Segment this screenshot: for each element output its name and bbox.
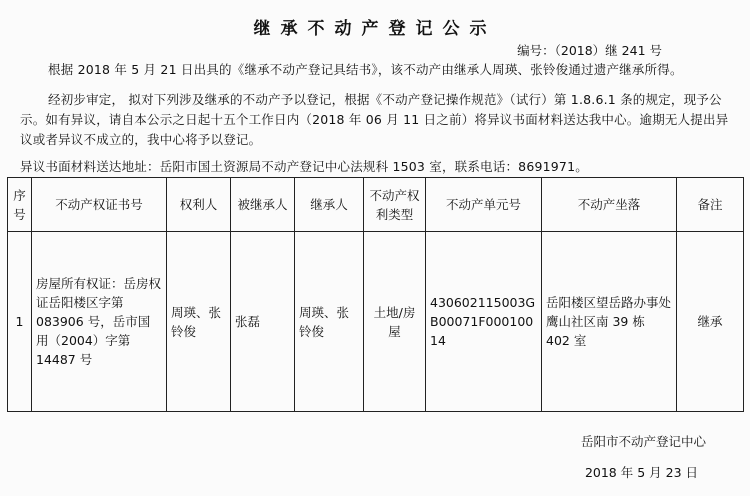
header-heirs: 继承人 <box>295 178 364 232</box>
cell-heirs: 周瑛、张铃俊 <box>295 232 364 412</box>
cell-cert-no: 房屋所有权证：岳房权证岳阳楼区字第 083906 号，岳市国用（2004）字第 14487 号 <box>32 232 167 412</box>
issuing-organization: 岳阳市不动产登记中心 <box>580 434 706 449</box>
paragraph-address: 异议书面材料送达地址：岳阳市国土资源局不动产登记中心法规科 1503 室，联系电话：8691971。 <box>20 159 588 174</box>
header-owner: 权利人 <box>167 178 231 232</box>
document-number: 编号：（2018）继 241 号 <box>517 43 662 58</box>
paragraph-basis: 根据 2018 年 5 月 21 日出具的《继承不动产登记具结书》，该不动产由继承人周瑛、张铃俊通过遗产继承所得。 <box>48 62 683 77</box>
header-seq: 序号 <box>8 178 32 232</box>
cell-owner: 周瑛、张铃俊 <box>167 232 231 412</box>
header-remark: 备注 <box>677 178 744 232</box>
table-row <box>8 232 744 412</box>
header-unit-no: 不动产单元号 <box>426 178 542 232</box>
cell-seq: 1 <box>8 232 32 412</box>
registration-table <box>7 177 744 412</box>
notice-title: 继承不动产登记公示 <box>253 19 497 39</box>
cell-remark: 继承 <box>677 232 744 412</box>
cell-unit-no: 430602115003GB00071F00010014 <box>426 232 542 412</box>
cell-deceased: 张磊 <box>231 232 295 412</box>
cell-right-type: 土地/房屋 <box>364 232 426 412</box>
issue-date: 2018 年 5 月 23 日 <box>584 465 698 480</box>
header-right-type: 不动产权利类型 <box>364 178 426 232</box>
table-header-row <box>8 178 744 232</box>
header-cert-no: 不动产权证书号 <box>32 178 167 232</box>
cell-location: 岳阳楼区望岳路办事处鹰山社区南 39 栋 402 室 <box>542 232 677 412</box>
paragraph-review: 经初步审定， 拟对下列涉及继承的不动产予以登记，根据《不动产登记操作规范》（试行）第 1.8.6.1 条的规定，现予公示。如有异议，请自本公示之日起十五个工作日内（2018 年 06 月 11 日之前）将异议书面材料送达我中心。逾期无人提出异议或者异议不成立的，我中心将予以登记。 <box>20 92 729 147</box>
header-deceased: 被继承人 <box>231 178 295 232</box>
header-location: 不动产坐落 <box>542 178 677 232</box>
